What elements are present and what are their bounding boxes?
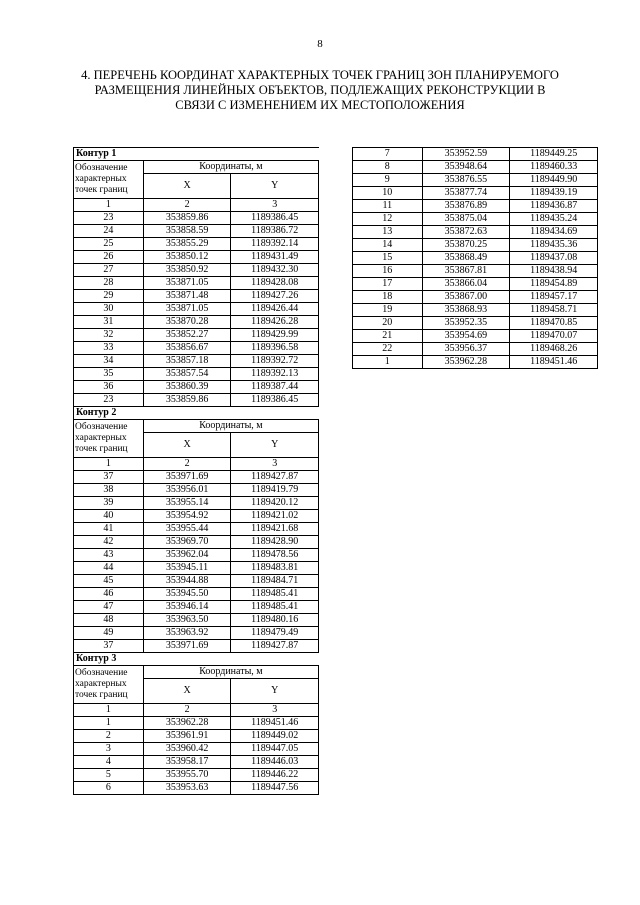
point-id: 15 — [353, 252, 423, 265]
coord-x: 353858.59 — [143, 225, 231, 238]
coord-y: 1189447.56 — [231, 782, 319, 795]
table-row — [74, 640, 319, 653]
coord-x: 353871.48 — [143, 290, 231, 303]
coord-x: 353960.42 — [143, 743, 231, 756]
coord-y: 1189468.26 — [510, 343, 598, 356]
table-row — [74, 756, 319, 769]
point-id: 5 — [74, 769, 144, 782]
coord-y: 1189431.49 — [231, 251, 319, 264]
point-id: 41 — [74, 523, 144, 536]
coord-x: 353945.11 — [143, 562, 231, 575]
designation-line: точек границ — [75, 690, 128, 700]
column-number: 2 — [143, 704, 231, 717]
contour-title: Контур 2 — [74, 407, 319, 420]
coord-y: 1189435.24 — [510, 213, 598, 226]
designation-header — [74, 666, 144, 704]
table-row — [74, 225, 319, 238]
coord-y: 1189434.69 — [510, 226, 598, 239]
column-number-row — [74, 458, 319, 471]
point-id: 25 — [74, 238, 144, 251]
table-row — [74, 251, 319, 264]
column-number-row — [74, 199, 319, 212]
table-row — [74, 277, 319, 290]
coord-x: 353859.86 — [143, 212, 231, 225]
point-id: 24 — [74, 225, 144, 238]
coord-x: 353857.54 — [143, 368, 231, 381]
point-id: 6 — [74, 782, 144, 795]
table-row — [74, 290, 319, 303]
coord-x: 353963.50 — [143, 614, 231, 627]
designation-header — [74, 161, 144, 199]
coord-x: 353955.44 — [143, 523, 231, 536]
coord-x: 353944.88 — [143, 575, 231, 588]
coord-x: 353852.27 — [143, 329, 231, 342]
table-row — [74, 316, 319, 329]
coord-y: 1189449.02 — [231, 730, 319, 743]
coord-y: 1189485.41 — [231, 601, 319, 614]
point-id: 21 — [353, 330, 423, 343]
point-id: 22 — [353, 343, 423, 356]
point-id: 18 — [353, 291, 423, 304]
table-row — [353, 239, 598, 252]
column-number: 1 — [74, 199, 144, 212]
coord-x: 353945.50 — [143, 588, 231, 601]
coord-y: 1189426.44 — [231, 303, 319, 316]
table-row — [74, 368, 319, 381]
coord-x: 353952.59 — [422, 148, 510, 161]
table-row — [353, 343, 598, 356]
coord-x: 353867.81 — [422, 265, 510, 278]
coord-y: 1189458.71 — [510, 304, 598, 317]
x-header: X — [143, 679, 231, 704]
coord-y: 1189437.08 — [510, 252, 598, 265]
point-id: 46 — [74, 588, 144, 601]
table-row — [74, 588, 319, 601]
coord-y: 1189386.45 — [231, 212, 319, 225]
table-row — [74, 536, 319, 549]
coord-y: 1189484.71 — [231, 575, 319, 588]
designation-header — [74, 420, 144, 458]
designation-line: характерных — [75, 174, 127, 184]
coord-y: 1189421.68 — [231, 523, 319, 536]
header-row — [74, 420, 319, 433]
point-id: 1 — [353, 356, 423, 369]
point-id: 3 — [74, 743, 144, 756]
coord-y: 1189460.33 — [510, 161, 598, 174]
table-row — [353, 252, 598, 265]
table-row — [74, 303, 319, 316]
point-id: 29 — [74, 290, 144, 303]
coord-y: 1189392.13 — [231, 368, 319, 381]
coord-y: 1189439.19 — [510, 187, 598, 200]
coord-x: 353857.18 — [143, 355, 231, 368]
point-id: 19 — [353, 304, 423, 317]
coord-y: 1189446.22 — [231, 769, 319, 782]
coord-x: 353868.93 — [422, 304, 510, 317]
coord-x: 353855.29 — [143, 238, 231, 251]
point-id: 23 — [74, 212, 144, 225]
coord-x: 353971.69 — [143, 471, 231, 484]
coord-x: 353859.86 — [143, 394, 231, 407]
point-id: 49 — [74, 627, 144, 640]
table-row — [74, 238, 319, 251]
column-number: 2 — [143, 458, 231, 471]
coord-y: 1189386.72 — [231, 225, 319, 238]
coord-x: 353876.89 — [422, 200, 510, 213]
column-number: 3 — [231, 199, 319, 212]
coord-y: 1189387.44 — [231, 381, 319, 394]
table-row — [74, 614, 319, 627]
point-id: 17 — [353, 278, 423, 291]
point-id: 38 — [74, 484, 144, 497]
coord-y: 1189396.58 — [231, 342, 319, 355]
point-id: 37 — [74, 640, 144, 653]
coord-x: 353954.92 — [143, 510, 231, 523]
table-row — [74, 342, 319, 355]
table-row — [74, 601, 319, 614]
point-id: 33 — [74, 342, 144, 355]
coord-x: 353876.55 — [422, 174, 510, 187]
coord-x: 353860.39 — [143, 381, 231, 394]
table-row — [353, 213, 598, 226]
point-id: 14 — [353, 239, 423, 252]
designation-line: точек границ — [75, 185, 128, 195]
table-row — [74, 381, 319, 394]
coord-y: 1189420.12 — [231, 497, 319, 510]
section-title: 4. ПЕРЕЧЕНЬ КООРДИНАТ ХАРАКТЕРНЫХ ТОЧЕК ГРАНИЦ ЗОН ПЛАНИРУЕМОГО РАЗМЕЩЕНИЯ ЛИНЕЙНЫХ ОБЪЕКТОВ, ПОДЛЕЖАЩИХ РЕКОНСТРУКЦИИ В СВЯЗИ С ИЗМЕНЕНИЕМ ИХ МЕСТОПОЛОЖЕНИЯ — [81, 68, 559, 112]
table-row — [353, 304, 598, 317]
designation-line: характерных — [75, 433, 127, 443]
y-header: Y — [231, 679, 319, 704]
point-id: 28 — [74, 277, 144, 290]
table-row — [74, 510, 319, 523]
coord-x: 353963.92 — [143, 627, 231, 640]
coord-y: 1189427.87 — [231, 471, 319, 484]
coord-x: 353856.67 — [143, 342, 231, 355]
coord-x: 353962.28 — [143, 717, 231, 730]
point-id: 8 — [353, 161, 423, 174]
coord-y: 1189427.87 — [231, 640, 319, 653]
coord-x: 353962.28 — [422, 356, 510, 369]
coord-y: 1189436.87 — [510, 200, 598, 213]
x-header: X — [143, 174, 231, 199]
contour-title: Контур 3 — [74, 653, 319, 666]
contour-title-row — [74, 148, 319, 161]
point-id: 16 — [353, 265, 423, 278]
table-row — [74, 264, 319, 277]
column-number: 1 — [74, 458, 144, 471]
point-id: 36 — [74, 381, 144, 394]
coordinates-header: Координаты, м — [143, 666, 318, 679]
coord-y: 1189392.14 — [231, 238, 319, 251]
column-number: 3 — [231, 704, 319, 717]
coord-y: 1189419.79 — [231, 484, 319, 497]
coordinates-table-right — [352, 147, 598, 369]
header-row — [74, 666, 319, 679]
coord-x: 353953.63 — [143, 782, 231, 795]
point-id: 40 — [74, 510, 144, 523]
table-row — [74, 769, 319, 782]
coord-x: 353875.04 — [422, 213, 510, 226]
point-id: 1 — [74, 717, 144, 730]
table-row — [74, 562, 319, 575]
point-id: 35 — [74, 368, 144, 381]
point-id: 13 — [353, 226, 423, 239]
coord-y: 1189446.03 — [231, 756, 319, 769]
table-row — [74, 575, 319, 588]
point-id: 47 — [74, 601, 144, 614]
coord-x: 353956.37 — [422, 343, 510, 356]
point-id: 26 — [74, 251, 144, 264]
column-number: 1 — [74, 704, 144, 717]
coord-x: 353948.64 — [422, 161, 510, 174]
coord-y: 1189449.90 — [510, 174, 598, 187]
coord-y: 1189427.26 — [231, 290, 319, 303]
coord-y: 1189426.28 — [231, 316, 319, 329]
point-id: 32 — [74, 329, 144, 342]
table-row — [353, 174, 598, 187]
table-row — [74, 549, 319, 562]
table-row — [74, 523, 319, 536]
contour-title: Контур 1 — [74, 148, 319, 161]
table-row — [353, 278, 598, 291]
coord-x: 353971.69 — [143, 640, 231, 653]
table-row — [353, 187, 598, 200]
table-row — [353, 330, 598, 343]
point-id: 48 — [74, 614, 144, 627]
point-id: 23 — [74, 394, 144, 407]
point-id: 34 — [74, 355, 144, 368]
designation-line: точек границ — [75, 444, 128, 454]
coordinates-header: Координаты, м — [143, 161, 318, 174]
coord-y: 1189485.41 — [231, 588, 319, 601]
table-row — [353, 148, 598, 161]
coord-x: 353969.70 — [143, 536, 231, 549]
coord-y: 1189470.85 — [510, 317, 598, 330]
coord-x: 353850.12 — [143, 251, 231, 264]
table-row — [74, 782, 319, 795]
table-row — [353, 291, 598, 304]
table-row — [74, 497, 319, 510]
table-row — [74, 484, 319, 497]
coord-x: 353954.69 — [422, 330, 510, 343]
table-row — [353, 226, 598, 239]
coord-x: 353866.04 — [422, 278, 510, 291]
coord-y: 1189478.56 — [231, 549, 319, 562]
coord-x: 353946.14 — [143, 601, 231, 614]
coord-x: 353872.63 — [422, 226, 510, 239]
coord-y: 1189449.25 — [510, 148, 598, 161]
coord-x: 353955.14 — [143, 497, 231, 510]
coord-y: 1189438.94 — [510, 265, 598, 278]
coord-y: 1189421.02 — [231, 510, 319, 523]
x-header: X — [143, 433, 231, 458]
point-id: 11 — [353, 200, 423, 213]
coord-x: 353867.00 — [422, 291, 510, 304]
coord-x: 353871.05 — [143, 277, 231, 290]
table-row — [74, 471, 319, 484]
point-id: 7 — [353, 148, 423, 161]
table-row — [74, 627, 319, 640]
coord-y: 1189451.46 — [510, 356, 598, 369]
coord-y: 1189392.72 — [231, 355, 319, 368]
point-id: 37 — [74, 471, 144, 484]
point-id: 45 — [74, 575, 144, 588]
point-id: 10 — [353, 187, 423, 200]
coord-y: 1189428.90 — [231, 536, 319, 549]
column-number: 2 — [143, 199, 231, 212]
y-header: Y — [231, 433, 319, 458]
point-id: 27 — [74, 264, 144, 277]
table-row — [74, 717, 319, 730]
header-row — [74, 161, 319, 174]
table-row — [353, 317, 598, 330]
coord-x: 353870.28 — [143, 316, 231, 329]
coord-x: 353870.25 — [422, 239, 510, 252]
table-row — [74, 394, 319, 407]
coord-y: 1189435.36 — [510, 239, 598, 252]
coordinates-table-left — [73, 147, 319, 795]
y-header: Y — [231, 174, 319, 199]
point-id: 43 — [74, 549, 144, 562]
table-row — [74, 743, 319, 756]
coord-x: 353956.01 — [143, 484, 231, 497]
table-row — [353, 356, 598, 369]
coord-x: 353961.91 — [143, 730, 231, 743]
designation-line: характерных — [75, 679, 127, 689]
column-number: 3 — [231, 458, 319, 471]
coord-y: 1189432.30 — [231, 264, 319, 277]
point-id: 2 — [74, 730, 144, 743]
table-row — [74, 355, 319, 368]
point-id: 30 — [74, 303, 144, 316]
table-row — [74, 329, 319, 342]
coord-x: 353877.74 — [422, 187, 510, 200]
table-row — [353, 265, 598, 278]
table-row — [353, 200, 598, 213]
table-row — [74, 212, 319, 225]
table-row — [74, 730, 319, 743]
page-number: 8 — [317, 38, 323, 50]
point-id: 42 — [74, 536, 144, 549]
coord-y: 1189480.16 — [231, 614, 319, 627]
coordinates-header: Координаты, м — [143, 420, 318, 433]
designation-line: Обозначение — [75, 163, 128, 173]
coord-x: 353868.49 — [422, 252, 510, 265]
table-row — [353, 161, 598, 174]
point-id: 4 — [74, 756, 144, 769]
coord-x: 353958.17 — [143, 756, 231, 769]
coord-y: 1189457.17 — [510, 291, 598, 304]
coord-x: 353952.35 — [422, 317, 510, 330]
coord-y: 1189454.89 — [510, 278, 598, 291]
coord-x: 353871.05 — [143, 303, 231, 316]
coord-x: 353955.70 — [143, 769, 231, 782]
contour-title-row — [74, 653, 319, 666]
coord-y: 1189483.81 — [231, 562, 319, 575]
coord-y: 1189479.49 — [231, 627, 319, 640]
coord-x: 353850.92 — [143, 264, 231, 277]
column-number-row — [74, 704, 319, 717]
designation-line: Обозначение — [75, 422, 128, 432]
point-id: 12 — [353, 213, 423, 226]
coord-x: 353962.04 — [143, 549, 231, 562]
contour-title-row — [74, 407, 319, 420]
coord-y: 1189470.07 — [510, 330, 598, 343]
point-id: 44 — [74, 562, 144, 575]
point-id: 31 — [74, 316, 144, 329]
point-id: 39 — [74, 497, 144, 510]
coord-y: 1189428.08 — [231, 277, 319, 290]
coord-y: 1189447.05 — [231, 743, 319, 756]
coord-y: 1189429.99 — [231, 329, 319, 342]
point-id: 9 — [353, 174, 423, 187]
coord-y: 1189386.45 — [231, 394, 319, 407]
designation-line: Обозначение — [75, 668, 128, 678]
coord-y: 1189451.46 — [231, 717, 319, 730]
point-id: 20 — [353, 317, 423, 330]
